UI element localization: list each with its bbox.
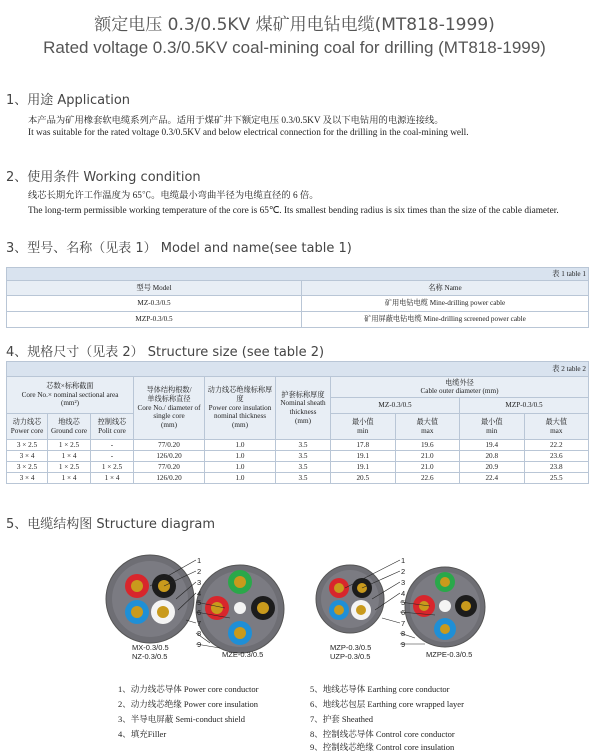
table-cell: 1.0 xyxy=(205,462,276,473)
caption-text: MZP-0.3/0.5 xyxy=(330,643,372,652)
header-text: 控制线芯 xyxy=(97,417,127,426)
header-strand xyxy=(134,377,205,440)
table-cell: 1 × 2.5 xyxy=(91,462,134,473)
table-cell: - xyxy=(91,440,134,451)
table-cell: 77/0.20 xyxy=(134,440,205,451)
callout-number: 2 xyxy=(401,567,406,576)
table-2-caption: 表 2 table 2 xyxy=(7,362,589,377)
caption-text: UZP-0.3/0.5 xyxy=(330,651,371,661)
page-title-en: Rated voltage 0.3/0.5KV coal-mining coal for drilling (MT818-1999) xyxy=(43,38,546,57)
table-cell: 23.6 xyxy=(524,451,589,462)
legend-item: 9、控制线芯绝缘 Control core insulation xyxy=(310,742,455,752)
table-cell: 21.0 xyxy=(395,451,460,462)
header-text: Power core xyxy=(10,426,44,435)
table-cell: 1 × 4 xyxy=(91,473,134,484)
callout-number: 6 xyxy=(197,608,202,617)
header-text: 导体结构根数/ xyxy=(146,386,192,395)
table-1-header-model: 型号 Model xyxy=(7,281,302,296)
header-text: 地线芯 xyxy=(58,417,80,426)
table-row xyxy=(7,296,589,312)
section-2-heading: 2、使用条件 Working condition xyxy=(6,170,201,185)
table-cell: 1 × 2.5 xyxy=(48,462,91,473)
callout-number: 8 xyxy=(401,629,406,638)
legend-item: 3、半导电屏蔽 Semi-conduct shield xyxy=(118,714,246,724)
callout-number: 4 xyxy=(197,589,202,598)
header-text: 电缆外径 xyxy=(445,378,474,387)
table-cell: - xyxy=(91,451,134,462)
table-cell: 22.2 xyxy=(524,440,589,451)
table-cell: 19.1 xyxy=(331,451,396,462)
table-row xyxy=(7,440,589,451)
table-cell: MZP-0.3/0.5 xyxy=(7,312,302,328)
table-1 xyxy=(6,267,589,328)
callout-number: 7 xyxy=(401,619,406,628)
table-cell: 126/0.20 xyxy=(134,473,205,484)
table-cell: 1 × 4 xyxy=(48,451,91,462)
callout-number: 9 xyxy=(401,640,406,649)
header-mz-max xyxy=(395,414,460,440)
header-ground-core xyxy=(48,414,91,440)
table-cell: 3 × 2.5 xyxy=(7,440,48,451)
section-4-heading: 4、规格尺寸（见表 2） Structure size (see table 2) xyxy=(6,345,325,360)
table-cell: 3.5 xyxy=(276,440,331,451)
header-text: (mm) xyxy=(232,420,248,429)
callout-number: 1 xyxy=(401,556,406,565)
header-text: min xyxy=(486,426,498,435)
header-text: Ground core xyxy=(50,426,88,435)
header-text: 芯数×标称截面 xyxy=(46,382,94,391)
legend-item: 5、地线芯导体 Earthing core conductor xyxy=(310,684,450,694)
table-cell: 1.0 xyxy=(205,440,276,451)
section-1-heading: 1、用途 Application xyxy=(6,93,131,108)
table-cell: 3.5 xyxy=(276,462,331,473)
table-2 xyxy=(6,361,589,484)
page-title-cn: 额定电压 0.3/0.5KV 煤矿用电钻电缆(MT818-1999) xyxy=(94,15,495,35)
header-mzp: MZP-0.3/0.5 xyxy=(460,398,589,414)
table-cell: 1 × 2.5 xyxy=(48,440,91,451)
table-cell: 22.6 xyxy=(395,473,460,484)
table-cell: 3.5 xyxy=(276,473,331,484)
caption-mx-nz xyxy=(132,644,169,661)
header-text: min xyxy=(357,426,369,435)
header-text: 护套标称厚度 xyxy=(281,390,325,399)
callout-number: 5 xyxy=(401,598,406,607)
header-text: Core No.× nominal sectional area xyxy=(21,390,119,399)
table-cell: 20.5 xyxy=(331,473,396,484)
caption-text: NZ-0.3/0.5 xyxy=(132,651,168,661)
section-5-heading: 5、电缆结构图 Structure diagram xyxy=(6,517,216,532)
table-row xyxy=(7,451,589,462)
header-text: (mm²) xyxy=(60,399,80,408)
header-text: 动力线芯绝缘标称厚度 xyxy=(207,386,273,404)
table-cell: 21.0 xyxy=(395,462,460,473)
section-2-text-en: The long-term permissible working temperature of the core is 65℃. Its smallest bending radius is six times than the size of the cable diameter. xyxy=(28,206,559,216)
section-3-heading: 3、型号、名称（见表 1） Model and name(see table 1) xyxy=(6,241,352,256)
header-pilot-core xyxy=(91,414,134,440)
caption-mzpe: MZPE-0.3/0.5 xyxy=(426,650,473,659)
table-cell: 25.5 xyxy=(524,473,589,484)
caption-mzp-uzp xyxy=(330,644,371,661)
cable-mzpe-icon xyxy=(405,567,485,647)
legend-item: 6、地线芯包层 Earthing core wrapped layer xyxy=(310,699,464,709)
table-cell: 126/0.20 xyxy=(134,451,205,462)
legend-item: 8、控制线芯导体 Control core conductor xyxy=(310,729,455,739)
table-1-caption: 表 1 table 1 xyxy=(7,268,589,281)
header-outer-diameter xyxy=(331,377,589,398)
section-1-text-cn: 本产品为矿用橡套软电缆系列产品。适用于煤矿井下额定电压 0.3/0.5KV 及以下电钻用的电源连接线。 xyxy=(28,116,444,126)
callout-number: 5 xyxy=(197,598,202,607)
table-cell: 22.4 xyxy=(460,473,525,484)
table-row xyxy=(7,473,589,484)
header-text: Cable outer diameter (mm) xyxy=(420,387,499,396)
table-cell: 19.1 xyxy=(331,462,396,473)
table-cell: 77/0.20 xyxy=(134,462,205,473)
header-text: 单线标称直径 xyxy=(147,395,191,404)
table-cell: 矿用电钻电缆 Mine-drilling power cable xyxy=(302,296,589,312)
structure-diagram xyxy=(0,540,589,670)
legend-item: 4、填充Filler xyxy=(118,729,167,739)
header-text: Core No./ diameter of single core xyxy=(137,403,201,421)
table-cell: 23.8 xyxy=(524,462,589,473)
table-cell: 3 × 4 xyxy=(7,451,48,462)
section-2-text-cn: 线芯长期允许工作温度为 65℃。电缆最小弯曲半径为电缆直径的 6 倍。 xyxy=(28,191,319,201)
diagram-numbers-right xyxy=(401,556,405,649)
callout-number: 6 xyxy=(401,608,406,617)
callout-number: 1 xyxy=(197,556,202,565)
header-text: 最大值 xyxy=(416,417,439,426)
table-cell: MZ-0.3/0.5 xyxy=(7,296,302,312)
legend-item: 2、动力线芯绝缘 Power core insulation xyxy=(118,699,258,709)
header-mzp-min xyxy=(460,414,525,440)
header-mz: MZ-0.3/0.5 xyxy=(331,398,460,414)
header-text: (mm) xyxy=(161,420,177,429)
callout-number: 8 xyxy=(197,629,202,638)
callout-number: 4 xyxy=(401,589,406,598)
table-cell: 19.4 xyxy=(460,440,525,451)
header-text: max xyxy=(550,426,563,435)
table-cell: 矿用屏蔽电钻电缆 Mine-drilling screened power cable xyxy=(302,312,589,328)
table-cell: 1 × 4 xyxy=(48,473,91,484)
table-1-header-name: 名称 Name xyxy=(302,281,589,296)
table-cell: 20.9 xyxy=(460,462,525,473)
header-text: max xyxy=(421,426,434,435)
table-row xyxy=(7,312,589,328)
callout-number: 7 xyxy=(197,619,202,628)
table-cell: 1.0 xyxy=(205,451,276,462)
section-1-text-en: It was suitable for the rated voltage 0.3/0.5KV and below electrical connection for the drilling in the coal-mining well. xyxy=(28,128,469,138)
table-row xyxy=(7,462,589,473)
table-2-body xyxy=(7,440,589,484)
header-text: 最大值 xyxy=(545,417,568,426)
legend-item: 7、护套 Sheathed xyxy=(310,714,374,724)
cable-mzp-icon xyxy=(316,565,384,633)
cable-mx-icon xyxy=(106,555,194,643)
diagram-numbers-left xyxy=(197,556,201,649)
callout-number: 3 xyxy=(197,578,202,587)
header-insulation xyxy=(205,377,276,440)
table-cell: 3 × 2.5 xyxy=(7,462,48,473)
header-power-core xyxy=(7,414,48,440)
legend-item: 1、动力线芯导体 Power core conductor xyxy=(118,684,259,694)
header-text: Power core insulation nominal thickness xyxy=(208,403,272,421)
header-mzp-max xyxy=(524,414,589,440)
header-text: Polit core xyxy=(98,426,126,435)
table-cell: 19.6 xyxy=(395,440,460,451)
header-text: (mm) xyxy=(295,416,311,425)
caption-mze: MZE-0.3/0.5 xyxy=(222,650,264,659)
callout-number: 9 xyxy=(197,640,202,649)
table-cell: 3.5 xyxy=(276,451,331,462)
callout-number: 2 xyxy=(197,567,202,576)
header-cores xyxy=(7,377,134,414)
table-cell: 17.8 xyxy=(331,440,396,451)
header-mz-min xyxy=(331,414,396,440)
header-text: 最小值 xyxy=(351,417,374,426)
header-sheath xyxy=(276,377,331,440)
cable-mze-icon xyxy=(196,565,284,653)
table-cell: 1.0 xyxy=(205,473,276,484)
caption-text: MX-0.3/0.5 xyxy=(132,643,169,652)
table-cell: 3 × 4 xyxy=(7,473,48,484)
header-text: 最小值 xyxy=(480,417,503,426)
header-text: 动力线芯 xyxy=(12,417,42,426)
callout-number: 3 xyxy=(401,578,406,587)
table-cell: 20.8 xyxy=(460,451,525,462)
header-text: Nominal sheath thickness xyxy=(280,399,326,416)
